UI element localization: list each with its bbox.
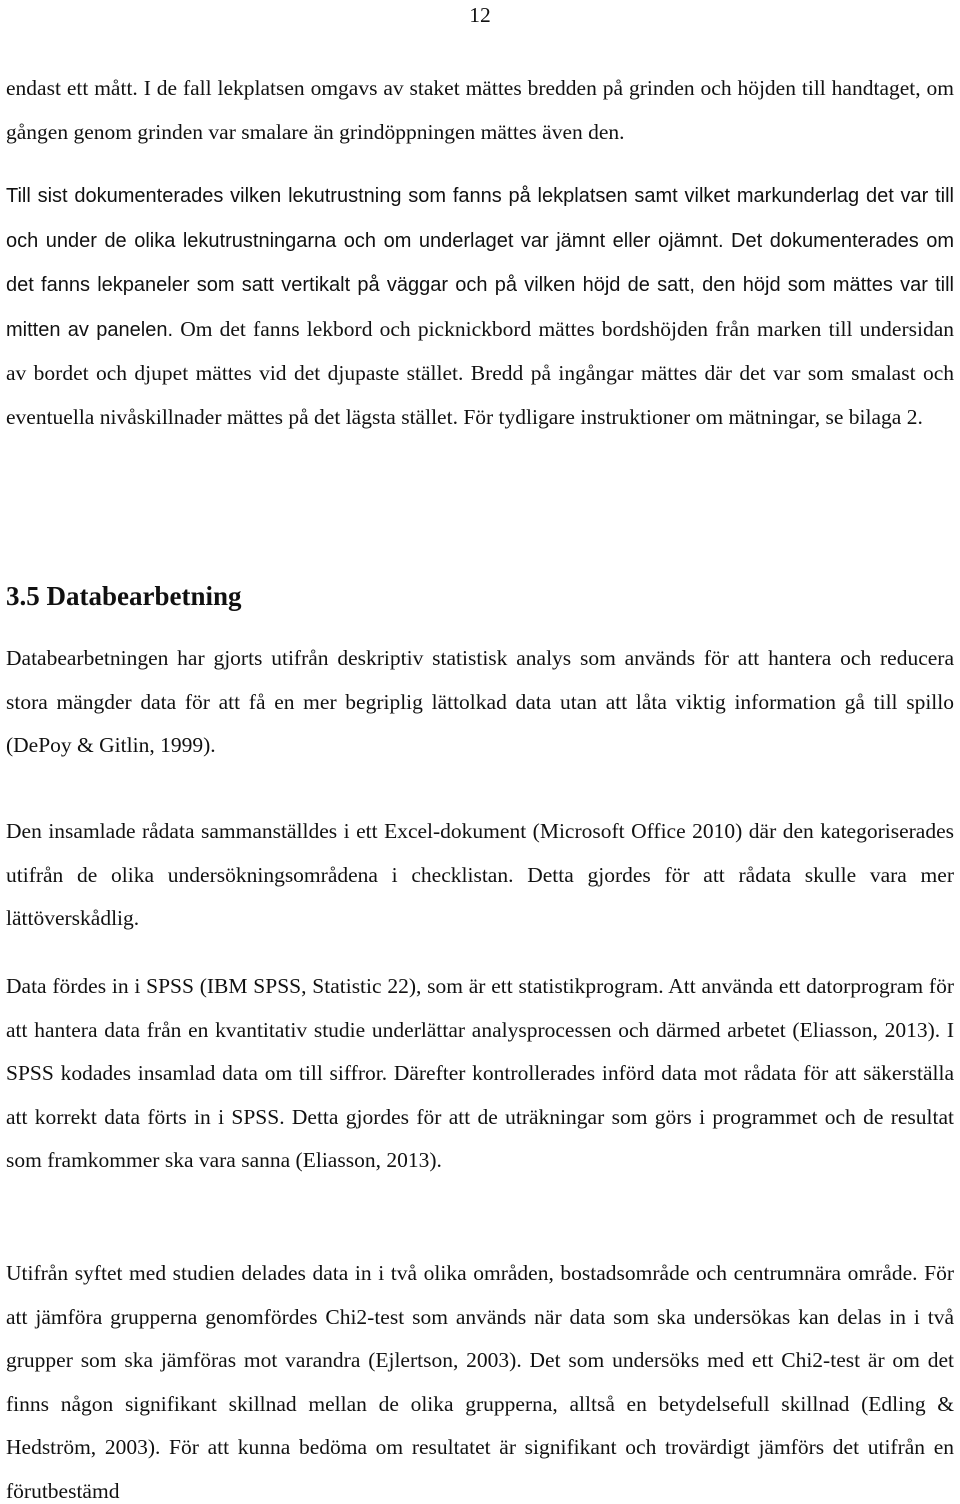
page-number: 12 (469, 3, 491, 27)
paragraph-spss-entry: Data fördes in i SPSS (IBM SPSS, Statistic 22), som är ett statistikprogram. Att använda ett datorprogram för att hantera data från en kvantitativ studie underlättar analysprocessen och därmed arbetet (Eliasson, 2013). I SPSS kodades insamlad data om till siffror. Därefter kontrollerades införd data mot rådata för att säkerställa att korrekt data förts in i SPSS. Detta gjordes för att de uträkningar som görs i programmet och de resultat som framkommer ska vara sanna (Eliasson, 2013). (6, 974, 954, 1172)
paragraph-excel-compilation: Den insamlade rådata sammanställdes i ett Excel-dokument (Microsoft Office 2010) där den kategoriserades utifrån de olika undersökningsområdena i checklistan. Detta gjordes för att rådata skulle vara mer lättöverskådlig. (6, 819, 954, 930)
section-heading: 3.5 Databearbetning (6, 581, 242, 611)
paragraph-equipment-serif-part: Om det fanns lekbord och picknickbord mättes bordshöjden från marken till undersidan av bordet och djupet mättes vid det djupaste stället. Bredd på ingångar mättes där det var som smalast och eventuella nivåskillnader mättes på det lägsta stället. För tydligare instruktioner om mätningar, se bilaga 2. (6, 316, 954, 429)
paragraph-equipment-documentation (6, 174, 954, 439)
paragraph-chi2-test: Utifrån syftet med studien delades data in i två olika områden, bostadsområde och centrumnära område. För att jämföra grupperna genomfördes Chi2-test som används när data som ska undersökas kan delas in i två grupper som ska jämföras mot varandra (Ejlertson, 2003). Det som undersöks med ett Chi2-test är om det finns någon signifikant skillnad mellan de olika grupperna, alltså en betydelsefull skillnad (Edling & Hedström, 2003). För att kunna bedöma om resultatet är signifikant och trovärdigt jämförs det utifrån en förutbestämd (6, 1261, 954, 1503)
paragraph-equipment-sans-part: Till sist dokumenterades vilken lekutrustning som fanns på lekplatsen samt vilket markunderlag det var till och under de olika lekutrustningarna och om underlaget var jämnt eller ojämnt. Det dokumenterades om det fanns lekpaneler som satt vertikalt på väggar och på vilken höjd de satt, den höjd som mättes var till mitten av panelen. (6, 185, 954, 341)
paragraph-descriptive-statistics: Databearbetningen har gjorts utifrån deskriptiv statistisk analys som används för att hantera och reducera stora mängder data för att få en mer begriplig lättolkad data utan att låta viktig information gå till spillo (DePoy & Gitlin, 1999). (6, 646, 954, 757)
paragraph-measurements-gate: endast ett mått. I de fall lekplatsen omgavs av staket mättes bredden på grinden och höjden till handtaget, om gången genom grinden var smalare än grindöppningen mättes även den. (6, 76, 954, 144)
